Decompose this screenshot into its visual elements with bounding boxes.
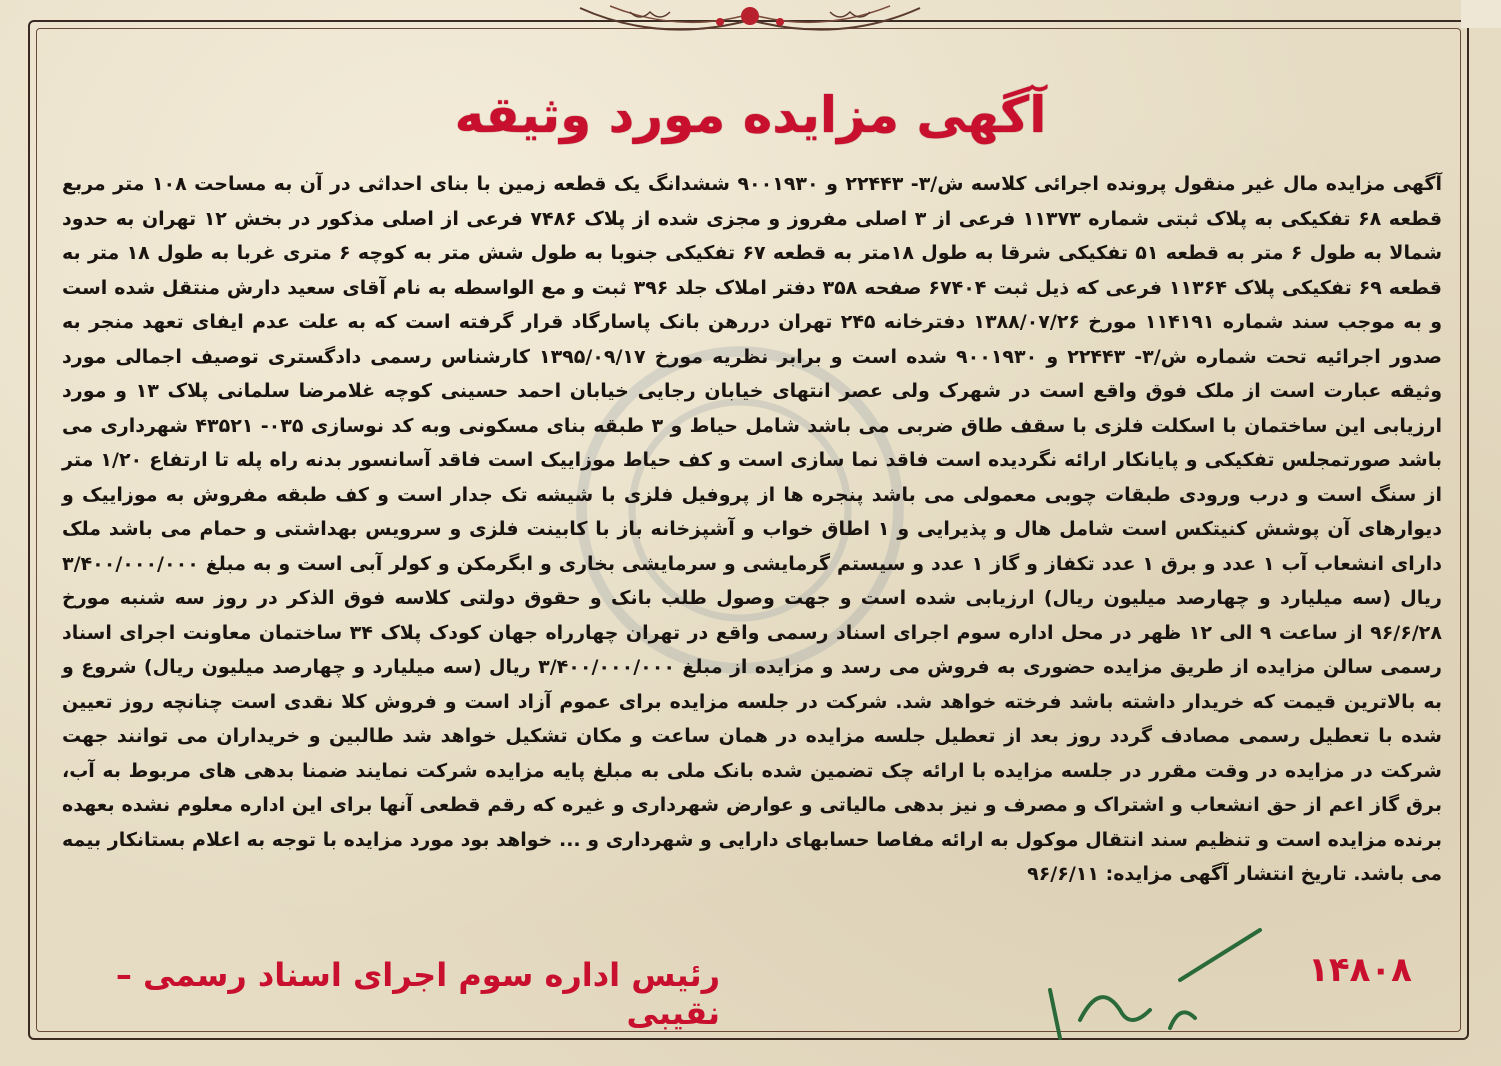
torn-corner [1461,0,1501,28]
signature-line: رئیس اداره سوم اجرای اسناد رسمی – نقیبی [115,956,720,1032]
notice-body: آگهی مزایده مال غیر منقول پرونده اجرائی کلاسه ش/۳- ۲۲۴۴۳ و ۹۰۰۱۹۳۰ ششدانگ یک قطعه زمین با بنای احداثی در آن به مساحت ۱۰۸ متر مربع قطعه ۶۸ تفکیکی به پلاک ثبتی شماره ۱۱۳۷۳ فرعی از ۳ اصلی مفروز و مجزی شده از پلاک ۷۴۸۶ فرعی از اصلی مذکور در بخش ۱۲ تهران به حدود شمالا به طول ۶ متر به قطعه ۵۱ تفکیکی شرقا به طول ۱۸متر به قطعه ۶۷ تفکیکی جنوبا به طول شش متر به کوچه ۶ متری غربا به طول ۱۸ متر به قطعه ۶۹ تفکیکی پلاک ۱۱۳۶۴ فرعی که ذیل ثبت ۶۷۴۰۴ صفحه ۳۵۸ دفتر املاک جلد ۳۹۶ ثبت و مع الواسطه به نام آقای سعید دارش منتقل شده است و به موجب سند شماره ۱۱۴۱۹۱ مورخ ۱۳۸۸/۰۷/۲۶ دفترخانه ۲۴۵ تهران دررهن بانک پاسارگاد قرار گرفته است که به علت عدم ایفای تعهد منجر به صدور اجرائیه تحت شماره ش/۳- ۲۲۴۴۳ و ۹۰۰۱۹۳۰ شده است و برابر نظریه مورخ ۱۳۹۵/۰۹/۱۷ کارشناس رسمی دادگستری توصیف اجمالی مورد وثیقه عبارت است از ملک فوق واقع است در شهرک ولی عصر انتهای خیابان رجایی خیابان احمد حسینی کوچه غلامرضا سلمانی پلاک ۱۳ و مورد ارزیابی این ساختمان با اسکلت فلزی با سقف طاق ضربی می باشد شامل حیاط و ۳ طبقه بنای مسکونی وبه کد نوسازی ۰۳۵- ۴۳۵۲۱ شهرداری می باشد صورتمجلس تفکیکی و پایانکار ارائه نگردیده است فاقد نما سازی است و کف حیاط موزاییک است فاقد آسانسور بدنه راه پله تا ارتفاع ۱/۲۰ متر از سنگ است و درب ورودی طبقات چوبی معمولی می باشد پنجره ها از پروفیل فلزی با شیشه تک جدار است و کف طبقه مفروش به موزاییک و دیوارهای آن پوشش کنیتکس است شامل هال و پذیرایی و ۱ اطاق خواب و آشپزخانه باز با کابینت فلزی و سرویس بهداشتی و حمام می باشد ملک دارای انشعاب آب ۱ عدد و برق ۱ عدد تکفاز و گاز ۱ عدد و سیستم گرمایشی و سرمایشی بخاری و ابگرمکن و کولر آبی است و به مبلغ ۳/۴۰۰/۰۰۰/۰۰۰ ریال (سه میلیارد و چهارصد میلیون ریال) ارزیابی شده است و جهت وصول طلب بانک و حقوق دولتی کلاسه فوق الذکر در روز سه شنبه مورخ ۹۶/۶/۲۸ از ساعت ۹ الی ۱۲ ظهر در محل اداره سوم اجرای اسناد رسمی واقع در تهران چهارراه جهان کودک پلاک ۳۴ ساختمان معاونت اجرای اسناد رسمی سالن مزایده از طریق مزایده حضوری به فروش می رسد و مزایده از مبلغ ۳/۴۰۰/۰۰۰/۰۰۰ ریال (سه میلیارد و چهارصد میلیون ریال) شروع و به بالاترین قیمت که خریدار داشته باشد فرخته خواهد شد. شرکت در جلسه مزایده برای عموم آزاد است و فروش کلا نقدی است چنانچه روز تعیین شده با تعطیل رسمی مصادف گردد روز بعد از تعطیل جلسه مزایده در همان ساعت و مکان تشکیل خواهد شد طالبین و خریداران می توانند جهت شرکت در مزایده در وقت مقرر در جلسه مزایده با ارائه چک تضمین شده بانک ملی به مبلغ پایه مزایده شرکت نمایند ضمنا بدهی های مربوط به آب، برق گاز اعم از حق انشعاب و اشتراک و مصرف و نیز بدهی مالیاتی و عوارض شهرداری و غیره که رقم قطعی آنها برای این اداره معلوم نشده بعهده برنده مزایده است و تنظیم سند انتقال موکول به ارائه مفاصا حسابهای دارایی و شهرداری و ... خواهد بود مورد مزایده با توجه به اعلام بستانکار بیمه می باشد. تاریخ انتشار آگهی مزایده: ۹۶/۶/۱۱ [62,173,1443,885]
reference-number: ۱۴۸۰۸ [1308,950,1412,990]
notice-title: آگهی مزایده مورد وثیقه [454,85,1047,144]
handwritten-mark [1020,920,1280,1050]
top-ornament [570,0,930,46]
